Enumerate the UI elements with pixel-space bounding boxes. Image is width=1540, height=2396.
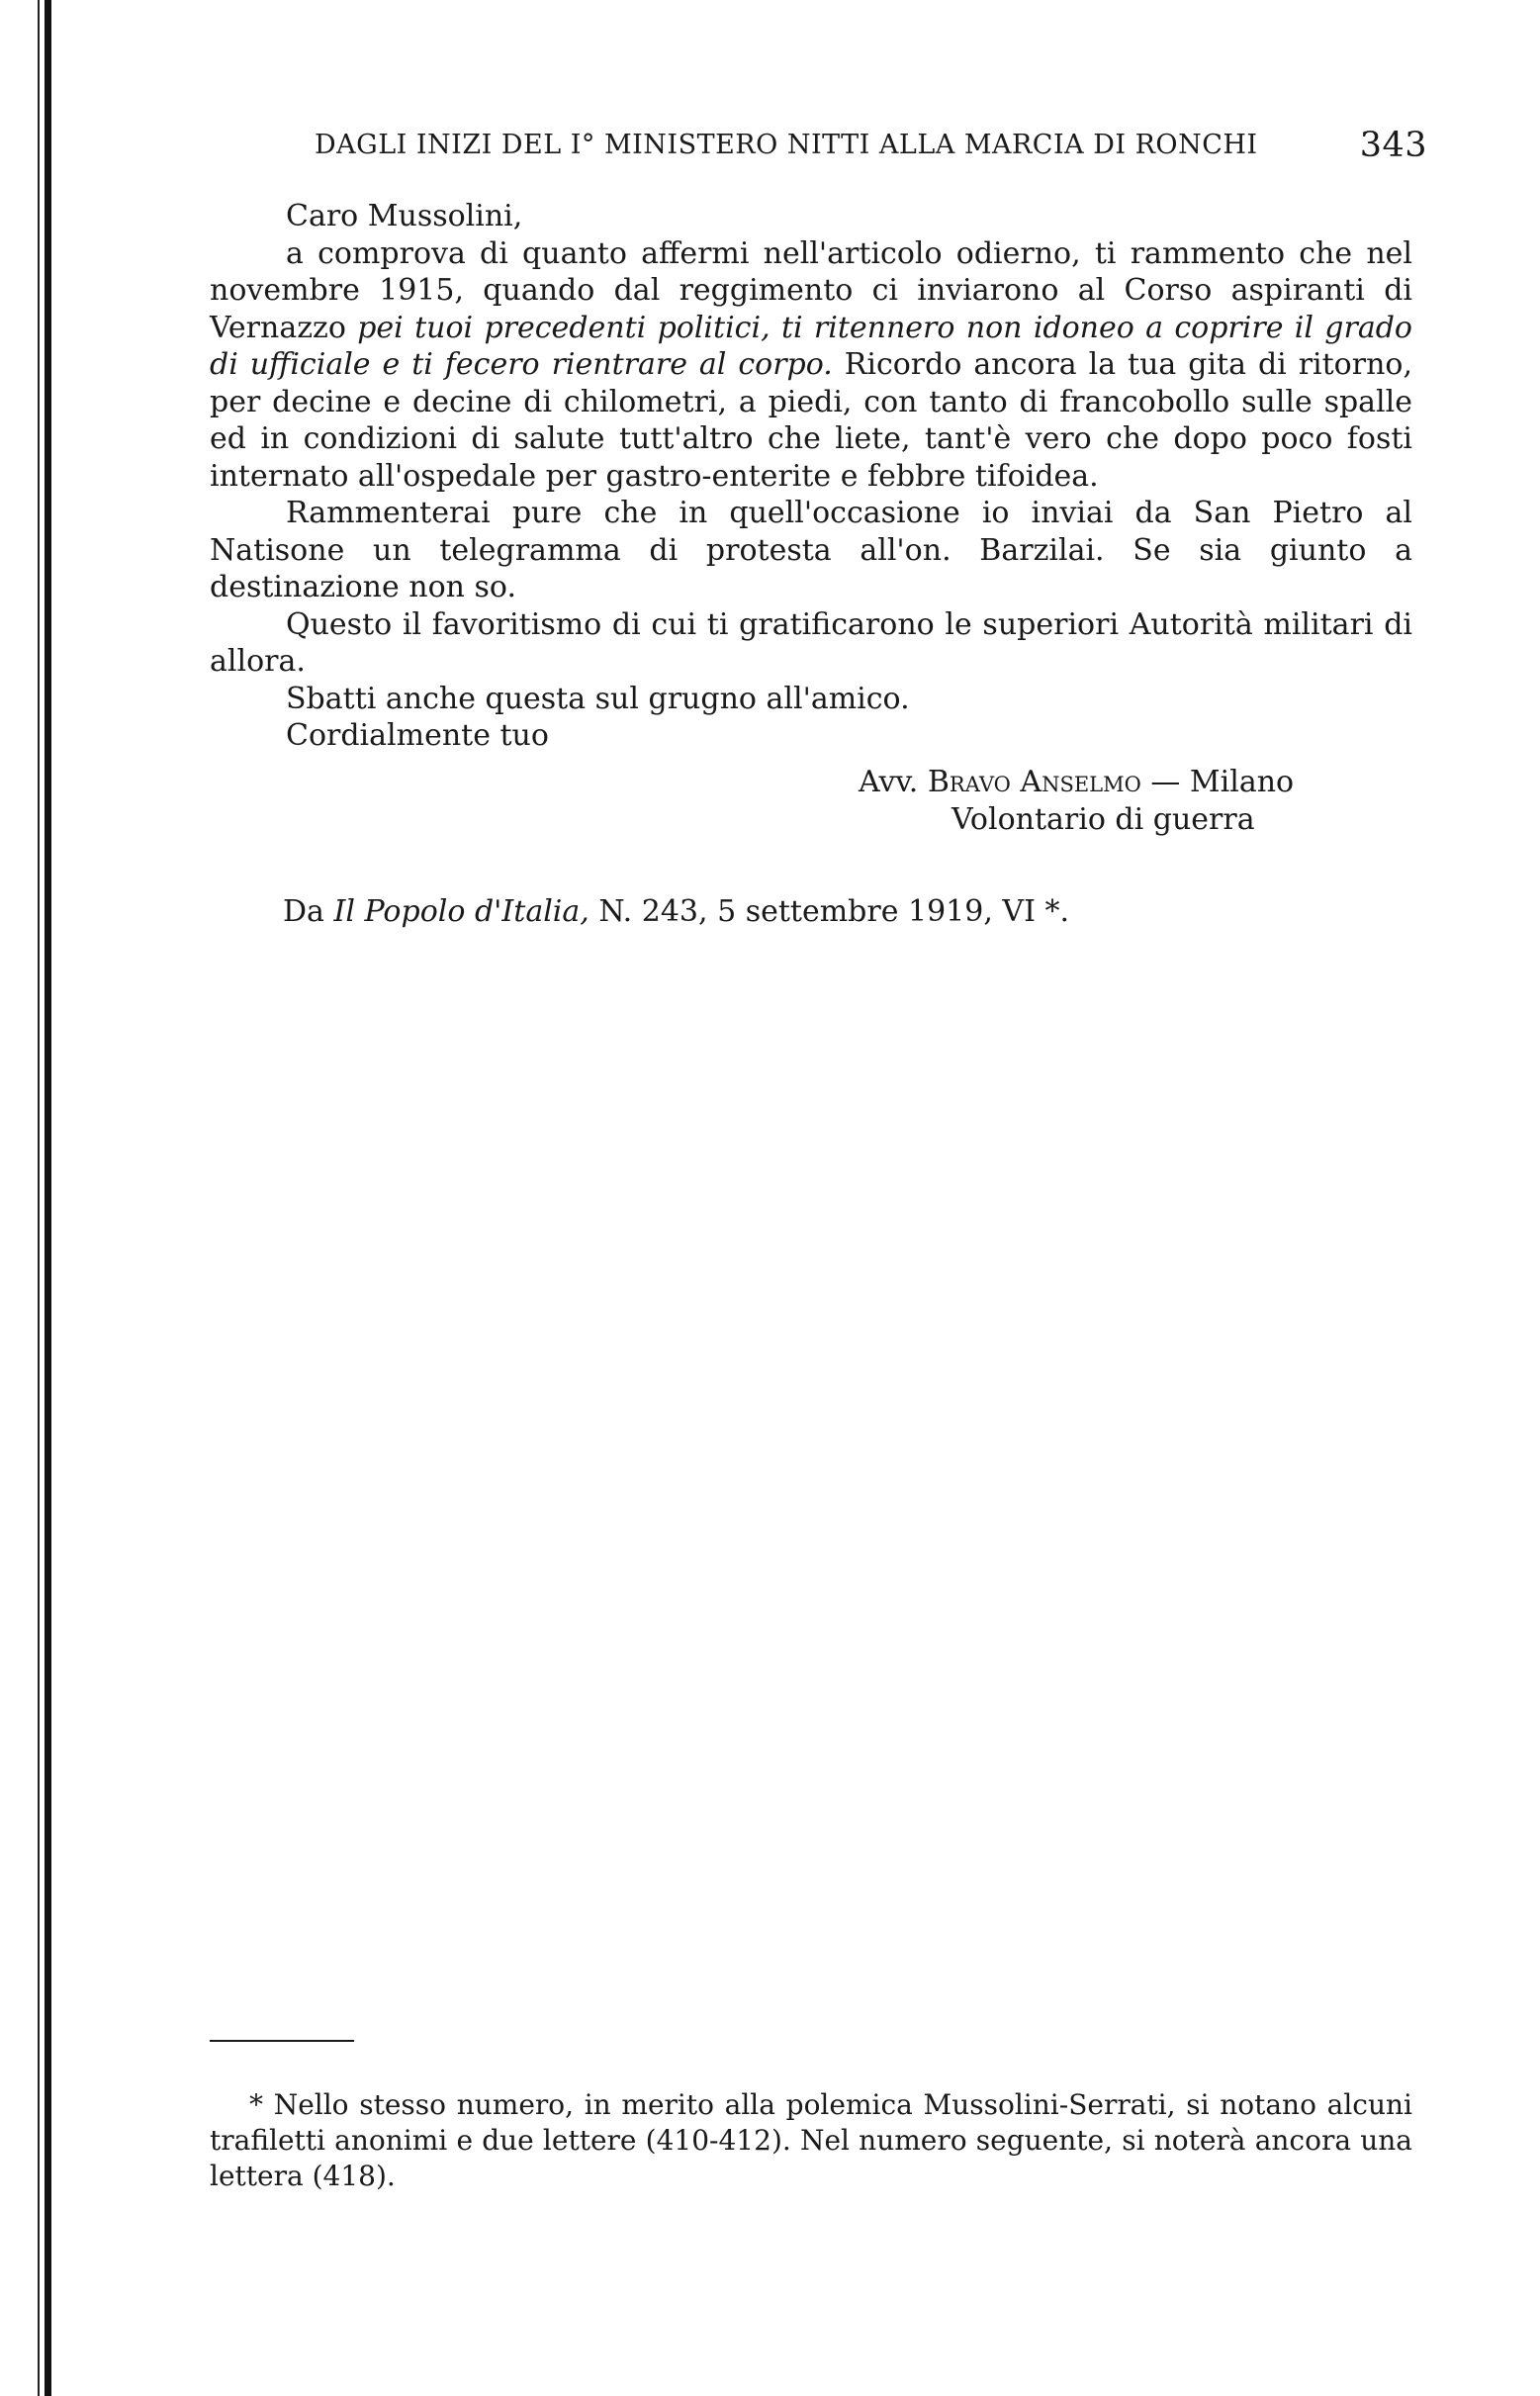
p1-start: a comprova di quanto affermi nell'articolo odierno, ti rammento che nel novembre 1915, quando dal reggimento ci inviarono al Corso aspiranti di Vernazzo <box>210 235 1412 345</box>
page-number: 343 <box>1359 126 1427 165</box>
letter-paragraph-4: Sbatti anche questa sul grugno all'amico. <box>286 681 910 716</box>
letter-paragraph-1 <box>210 235 1412 496</box>
letter-body <box>210 198 1412 755</box>
binding-edge <box>45 0 51 2396</box>
running-head <box>315 121 1427 170</box>
source-prefix: Da <box>283 894 334 929</box>
source-publication: Il Popolo d'Italia, <box>333 894 589 929</box>
letter-paragraph-3: Questo il favoritismo di cui ti gratificarono le superiori Autorità militari di allora. <box>210 606 1412 679</box>
signature-title: Avv. <box>859 765 919 799</box>
signature-name: Bravo Anselmo <box>927 765 1141 799</box>
signature-block <box>210 764 1412 839</box>
p1-italic: pei tuoi precedenti politici, ti ritennero non idoneo a coprire il grado di ufficiale e ti fecero rientrare al corpo. <box>210 310 1412 382</box>
signature-city: — Milano <box>1150 765 1295 799</box>
signature-role: Volontario di guerra <box>951 802 1255 837</box>
p1-end: Ricordo ancora la tua gita di ritorno, per decine e decine di chilometri, a piedi, con tanto di francobollo sulle spalle ed in condizioni di salute tutt'altro che liete, tant'è vero che dopo poco fosti internato all'ospedale per gastro-enterite e febbre tifoidea. <box>210 347 1413 494</box>
running-head-title: DAGLI INIZI DEL I° MINISTERO NITTI ALLA MARCIA DI RONCHI <box>315 130 1258 160</box>
footnote <box>210 2087 1412 2194</box>
binding-edge-thin <box>38 0 40 2396</box>
source-details: N. 243, 5 settembre 1919, VI *. <box>589 894 1070 929</box>
letter-paragraph-2: Rammenterai pure che in quell'occasione io inviai da San Pietro al Natisone un telegramma di protesta all'on. Barzilai. Se sia giunto a destinazione non so. <box>210 496 1412 604</box>
letter-closing: Cordialmente tuo <box>286 718 549 753</box>
footnote-divider <box>210 2040 354 2042</box>
footnote-text: * Nello stesso numero, in merito alla polemica Mussolini-Serrati, si notano alcuni trafiletti anonimi e due lettere (410-412). Nel numero seguente, si noterà ancora una lettera (418). <box>210 2088 1412 2192</box>
signature-line <box>859 764 1412 801</box>
letter-salutation: Caro Mussolini, <box>286 199 523 233</box>
source-citation <box>283 893 1069 931</box>
